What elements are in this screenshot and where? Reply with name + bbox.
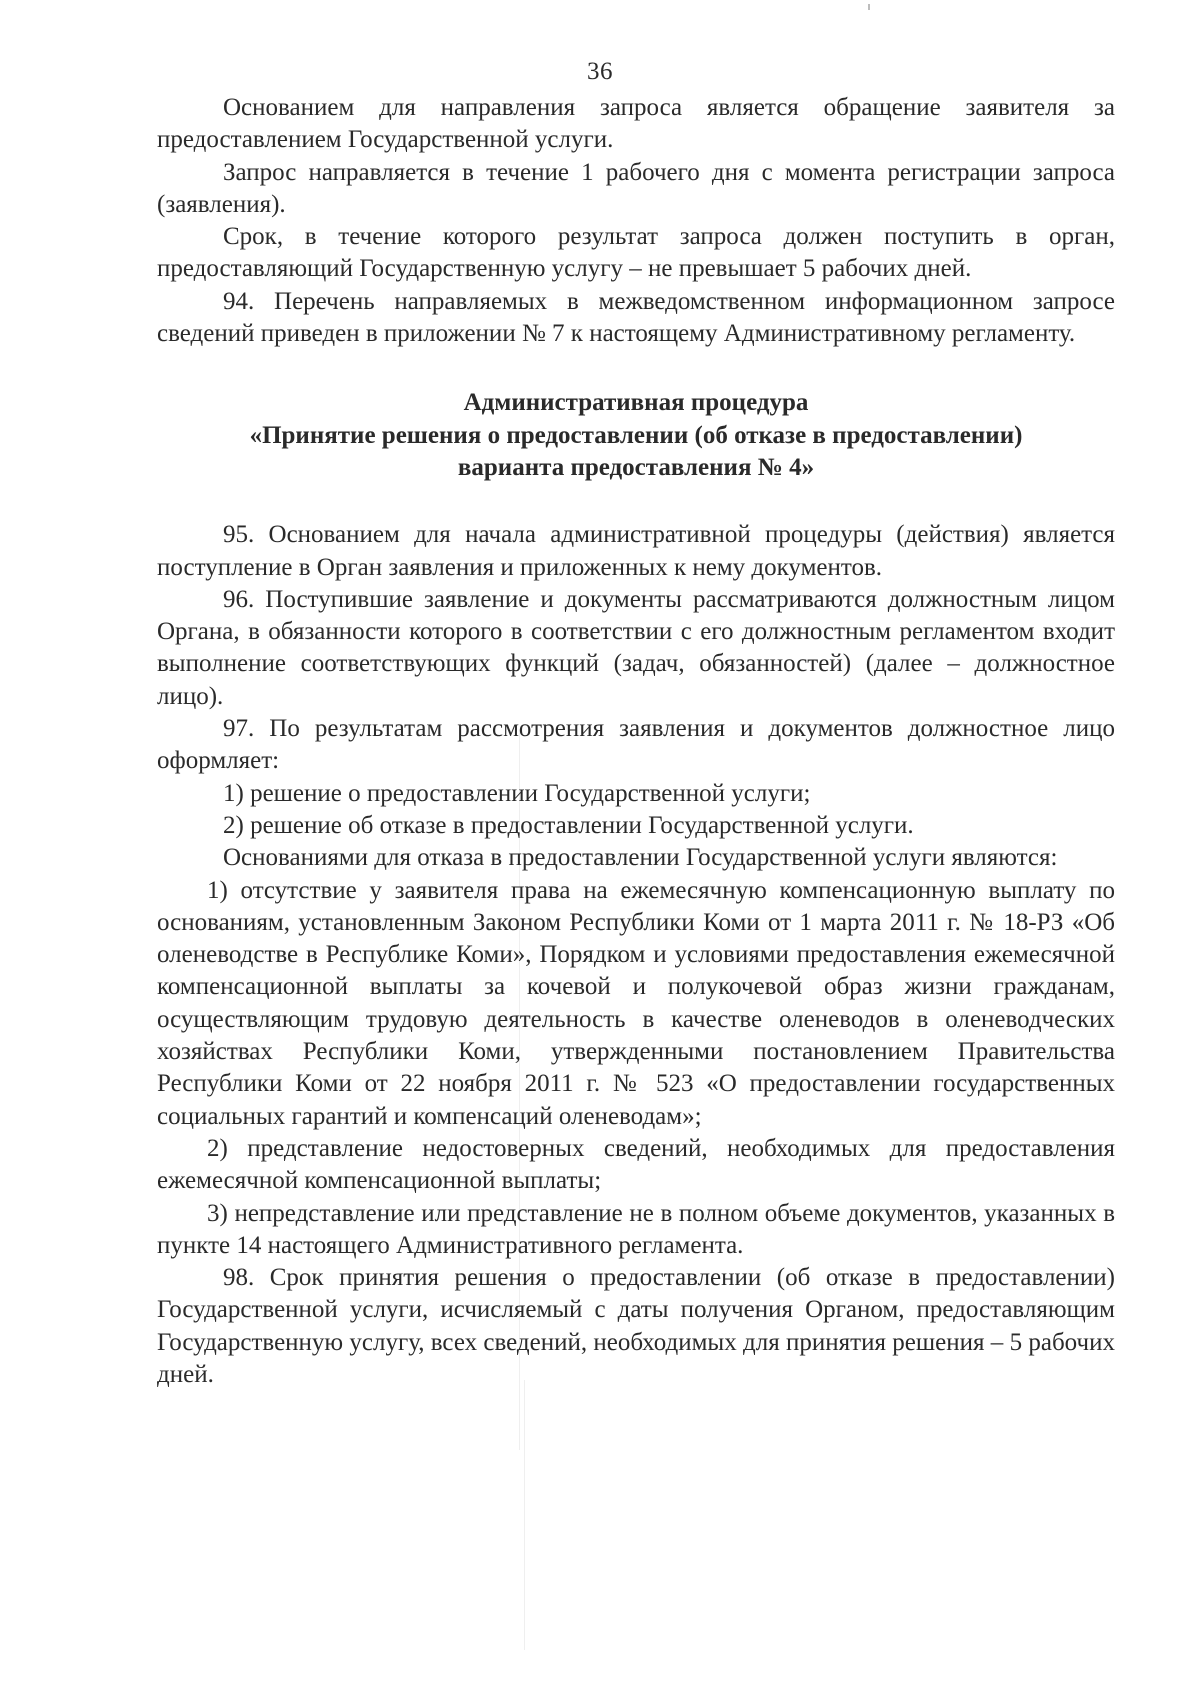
paragraph-98: 98. Срок принятия решения о предоставлении (об отказе в предоставлении) Государственной услуги, исчисляемый с даты получения Органом, предоставляющим Государственную услугу, всех сведений, необходимых для принятия решения – 5 рабочих дней. [157, 1264, 1115, 1388]
section-heading [157, 387, 1115, 484]
paragraph-95: 95. Основанием для начала административной процедуры (действия) является поступление в Орган заявления и приложенных к нему документов. [157, 521, 1115, 581]
scan-fold-line-lower [524, 1380, 525, 1650]
list-item-refusal-1: 1) отсутствие у заявителя права на ежемесячную компенсационную выплату по основаниям, установленным Законом Республики Коми от 1 марта 2011 г. № 18-РЗ «Об оленеводстве в Республике Коми», Порядком и условиями предоставления ежемесячной компенсационной выплаты за кочевой и полукочевой образ жизни гражданам, осуществляющим трудовую деятельность в качестве оленеводов в оленеводческих хозяйствах Республики Коми, утвержденными постановлением Правительства Республики Коми от 22 ноября 2011 г. № 523 «О предоставлении государственных социальных гарантий и компенсаций оленеводам»; [157, 876, 1115, 1130]
list-item-97-1: 1) решение о предоставлении Государственной услуги; [223, 779, 811, 807]
document-body [157, 92, 1115, 1391]
heading-line-3: варианта предоставления № 4» [457, 453, 815, 481]
list-item-97-2: 2) решение об отказе в предоставлении Государственной услуги. [223, 811, 914, 839]
paragraph-response-deadline: Срок, в течение которого результат запроса должен поступить в орган, предоставляющий Государственную услугу – не превышает 5 рабочих дней. [157, 223, 1115, 283]
paragraph-94: 94. Перечень направляемых в межведомственном информационном запросе сведений приведен в приложении № 7 к настоящему Административному регламенту. [157, 287, 1115, 348]
paragraph-request-timing: Запрос направляется в течение 1 рабочего дня с момента регистрации запроса (заявления). [157, 158, 1115, 218]
list-item-refusal-3: 3) непредставление или представление не в полном объеме документов, указанных в пункте 14 настоящего Административного регламента. [157, 1199, 1115, 1259]
paragraph-97: 97. По результатам рассмотрения заявления и документов должностное лицо оформляет: [157, 715, 1115, 775]
paragraph-refusal-grounds: Основаниями для отказа в предоставлении Государственной услуги являются: [223, 844, 1058, 872]
list-item-refusal-2: 2) представление недостоверных сведений, необходимых для предоставления ежемесячной компенсационной выплаты; [157, 1134, 1115, 1195]
heading-line-2: «Принятие решения о предоставлении (об отказе в предоставлении) [249, 421, 1023, 449]
page-number: 36 [587, 58, 613, 85]
paragraph-request-basis: Основанием для направления запроса является обращение заявителя за предоставлением Государственной услуги. [157, 94, 1115, 154]
scan-speck [868, 4, 870, 10]
paragraph-96: 96. Поступившие заявление и документы рассматриваются должностным лицом Органа, в обязанности которого в соответствии с его должностным регламентом входит выполнение соответствующих функций (задач, обязанностей) (далее – должностное лицо). [157, 585, 1115, 710]
heading-line-1: Административная процедура [463, 389, 809, 417]
